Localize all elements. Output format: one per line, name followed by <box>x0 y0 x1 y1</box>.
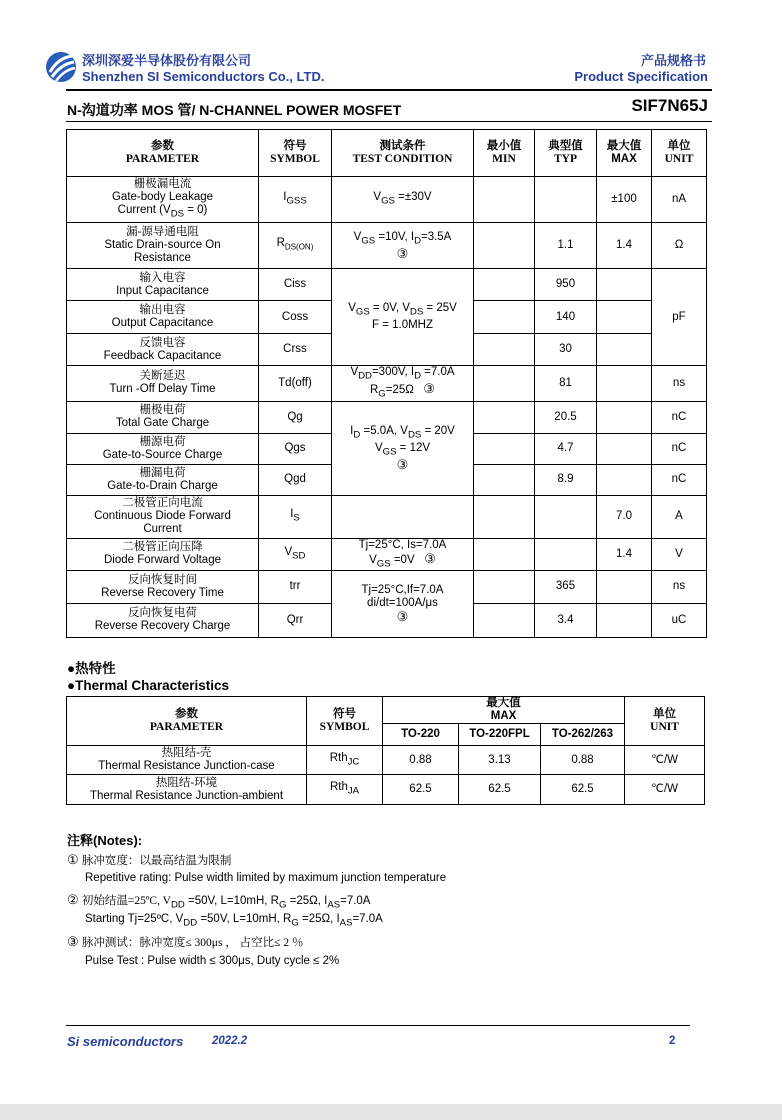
note3-marker: ③ <box>396 609 409 625</box>
typ-cell <box>535 177 597 223</box>
typ-cell: 81 <box>535 366 597 402</box>
table-row <box>67 495 707 538</box>
min-cell <box>474 301 535 334</box>
value-cell: 62.5 <box>541 775 625 805</box>
symbol-header: 符号 SYMBOL <box>259 130 332 177</box>
unit-cell: nC <box>652 464 707 495</box>
table-row <box>67 177 707 223</box>
symbol-cell: Ciss <box>259 269 332 301</box>
condition-cell: Tj=25°C, Is=7.0A $V_{GS} =0V$ ③ <box>332 538 474 570</box>
symbol-cell: Td(off) <box>259 366 332 402</box>
condition-cell: $V_{GS} =10V$, $I_D=3.5A$ ③ <box>332 223 474 269</box>
typ-cell: 8.9 <box>535 464 597 495</box>
symbol-cell: $I_{GSS}$ <box>259 177 332 223</box>
unit-cell: ℃/W <box>625 746 705 775</box>
param-cell: 二极管正向压降 Diode Forward Voltage <box>67 538 259 570</box>
max-cell <box>597 464 652 495</box>
condition-cell: $I_D =5.0A$, $V_{DS} = 20V$ $V_{GS} = 12V$ ③ <box>332 401 474 495</box>
notes-title: 注释(Notes): <box>67 833 143 848</box>
package-header-to262: TO-262/263 <box>541 724 625 746</box>
typ-cell <box>535 538 597 570</box>
value-cell: 62.5 <box>383 775 459 805</box>
table-row <box>67 775 705 805</box>
max-cell <box>597 366 652 402</box>
min-cell <box>474 269 535 301</box>
param-cell: 反向恢复时间 Reverse Recovery Time <box>67 570 259 603</box>
max-header: 最大值 MAX <box>383 697 625 724</box>
symbol-cell: Qg <box>259 401 332 433</box>
company-logo-icon <box>44 50 78 84</box>
max-cell <box>597 433 652 464</box>
max-cell: 7.0 <box>597 495 652 538</box>
note-1-en: Repetitive rating: Pulse width limited by maximum junction temperature <box>85 872 447 884</box>
unit-cell: nC <box>652 433 707 464</box>
param-cell: 反向恢复电荷 Reverse Recovery Charge <box>67 603 259 637</box>
symbol-cell: Coss <box>259 301 332 334</box>
document-title: N-沟道功率 MOS 管/ N-CHANNEL POWER MOSFET <box>67 102 402 118</box>
condition-header: 测试条件 TEST CONDITION <box>332 130 474 177</box>
table-row <box>67 223 707 269</box>
condition-cell: $V_{DD}=300V$, $I_D =7.0A$ $R_G=25\Omega$ ③ <box>332 366 474 402</box>
param-cell: 栅极电荷 Total Gate Charge <box>67 401 259 433</box>
value-cell: 3.13 <box>459 746 541 775</box>
param-cell: 栅漏电荷 Gate-to-Drain Charge <box>67 464 259 495</box>
package-header-to220: TO-220 <box>383 724 459 746</box>
unit-cell: A <box>652 495 707 538</box>
spec-label-cn: 产品规格书 <box>640 53 706 68</box>
symbol-cell: Qgs <box>259 433 332 464</box>
value-cell: 62.5 <box>459 775 541 805</box>
electrical-characteristics-table <box>66 129 707 638</box>
value-cell: 0.88 <box>541 746 625 775</box>
note-2-cn: ② 初始结温=25ºC, $V_{DD} =50V$, L=10mH, $R_G =25\Omega$, $I_{AS}=7.0A$ <box>67 892 371 911</box>
typ-cell: 365 <box>535 570 597 603</box>
param-cell: 栅源电荷 Gate-to-Source Charge <box>67 433 259 464</box>
max-header: 最大值 MAX <box>597 130 652 177</box>
table-row <box>67 401 707 433</box>
note-2-en: Starting Tj=25ºC, $V_{DD} =50V$, L=10mH, $R_G =25\Omega$, $I_{AS}=7.0A$ <box>85 913 383 929</box>
unit-cell: ℃/W <box>625 775 705 805</box>
page-number: 2 <box>669 1035 676 1047</box>
condition-cell: $V_{GS} = 0V$, $V_{DS} = 25V$ F = 1.0MHZ <box>332 269 474 366</box>
typ-header: 典型值 TYP <box>535 130 597 177</box>
note-3-cn: ③ 脉冲测试：脉冲宽度≤ 300μs ， 占空比≤ 2 ％ <box>67 934 304 949</box>
min-cell <box>474 433 535 464</box>
package-header-to220fpl: TO-220FPL <box>459 724 541 746</box>
footer-date: 2022.2 <box>212 1035 248 1047</box>
min-cell <box>474 366 535 402</box>
max-cell <box>597 570 652 603</box>
typ-cell: 4.7 <box>535 433 597 464</box>
min-cell <box>474 570 535 603</box>
unit-header: 单位 UNIT <box>652 130 707 177</box>
param-cell: 关断延迟 Turn -Off Delay Time <box>67 366 259 402</box>
table-header-row <box>67 130 707 177</box>
unit-cell: nC <box>652 401 707 433</box>
param-header: 参数 PARAMETER <box>67 130 259 177</box>
max-cell <box>597 301 652 334</box>
unit-cell: nA <box>652 177 707 223</box>
max-cell <box>597 334 652 366</box>
min-cell <box>474 495 535 538</box>
spec-label-en: Product Specification <box>574 69 708 84</box>
min-cell <box>474 334 535 366</box>
param-cell: 漏-源导通电阻 Static Drain-source On Resistance <box>67 223 259 269</box>
param-cell: 输出电容 Output Capacitance <box>67 301 259 334</box>
note-1-cn: ① 脉冲宽度：以最高结温为限制 <box>67 852 232 867</box>
max-cell: ±100 <box>597 177 652 223</box>
unit-cell: ns <box>652 570 707 603</box>
max-cell <box>597 603 652 637</box>
max-cell <box>597 269 652 301</box>
min-cell <box>474 464 535 495</box>
value-cell: 0.88 <box>383 746 459 775</box>
condition-cell <box>332 495 474 538</box>
note3-marker: ③ <box>424 550 436 566</box>
typ-cell: 30 <box>535 334 597 366</box>
company-name-en: Shenzhen SI Semiconductors Co., LTD. <box>82 69 325 84</box>
unit-cell: ns <box>652 366 707 402</box>
param-cell: 输入电容 Input Capacitance <box>67 269 259 301</box>
thermal-section-title-en: ●Thermal Characteristics <box>67 678 229 693</box>
header-rule <box>66 89 712 91</box>
unit-cell: pF <box>652 269 707 366</box>
note3-marker: ③ <box>423 381 436 397</box>
param-cell: 二极管正向电流 Continuous Diode Forward Current <box>67 495 259 538</box>
typ-cell <box>535 495 597 538</box>
min-cell <box>474 603 535 637</box>
param-cell: 热阻结-壳 Thermal Resistance Junction-case <box>67 746 307 775</box>
min-header: 最小值 MIN <box>474 130 535 177</box>
table-row <box>67 538 707 570</box>
param-header: 参数 PARAMETER <box>67 697 307 746</box>
viewer-bottom-band <box>0 1104 782 1120</box>
typ-cell: 140 <box>535 301 597 334</box>
unit-header: 单位 UNIT <box>625 697 705 746</box>
max-cell: 1.4 <box>597 223 652 269</box>
max-cell: 1.4 <box>597 538 652 570</box>
title-rule <box>66 121 712 122</box>
typ-cell: 950 <box>535 269 597 301</box>
thermal-characteristics-table <box>66 696 705 805</box>
table-row <box>67 269 707 301</box>
table-row <box>67 366 707 402</box>
part-number: SIF7N65J <box>631 96 708 115</box>
symbol-header: 符号 SYMBOL <box>307 697 383 746</box>
min-cell <box>474 401 535 433</box>
table-header-row <box>67 697 705 724</box>
min-cell <box>474 223 535 269</box>
footer-brand: Si semiconductors <box>67 1034 184 1049</box>
company-name-cn: 深圳深爱半导体股份有限公司 <box>82 53 252 68</box>
param-cell: 反馈电容 Feedback Capacitance <box>67 334 259 366</box>
typ-cell: 20.5 <box>535 401 597 433</box>
symbol-cell: $V_{SD}$ <box>259 538 332 570</box>
condition-cell: Tj=25°C,If=7.0A di/dt=100A/μs ③ <box>332 570 474 637</box>
unit-cell: V <box>652 538 707 570</box>
unit-cell: uC <box>652 603 707 637</box>
table-row <box>67 746 705 775</box>
min-cell <box>474 177 535 223</box>
note3-marker: ③ <box>396 456 409 472</box>
footer-rule <box>66 1025 690 1026</box>
condition-cell: $V_{GS} =\pm 30V$ <box>332 177 474 223</box>
symbol-cell: Rth$_{JA}$ <box>307 775 383 805</box>
typ-cell: 3.4 <box>535 603 597 637</box>
symbol-cell: trr <box>259 570 332 603</box>
unit-cell: Ω <box>652 223 707 269</box>
thermal-section-title-cn: ●热特性 <box>67 661 116 676</box>
symbol-cell: $I_S$ <box>259 495 332 538</box>
max-cell <box>597 401 652 433</box>
typ-cell: 1.1 <box>535 223 597 269</box>
symbol-cell: Qgd <box>259 464 332 495</box>
min-cell <box>474 538 535 570</box>
symbol-cell: $R_{DS(ON)}$ <box>259 223 332 269</box>
param-cell: 栅极漏电流 Gate-body Leakage Current $(V_{DS} = 0)$ <box>67 177 259 223</box>
symbol-cell: Crss <box>259 334 332 366</box>
table-row <box>67 570 707 603</box>
note3-marker: ③ <box>396 246 409 262</box>
param-cell: 热阻结-环境 Thermal Resistance Junction-ambient <box>67 775 307 805</box>
symbol-cell: Rth$_{JC}$ <box>307 746 383 775</box>
symbol-cell: Qrr <box>259 603 332 637</box>
note-3-en: Pulse Test : Pulse width ≤ 300μs, Duty cycle ≤ 2% <box>85 955 340 967</box>
